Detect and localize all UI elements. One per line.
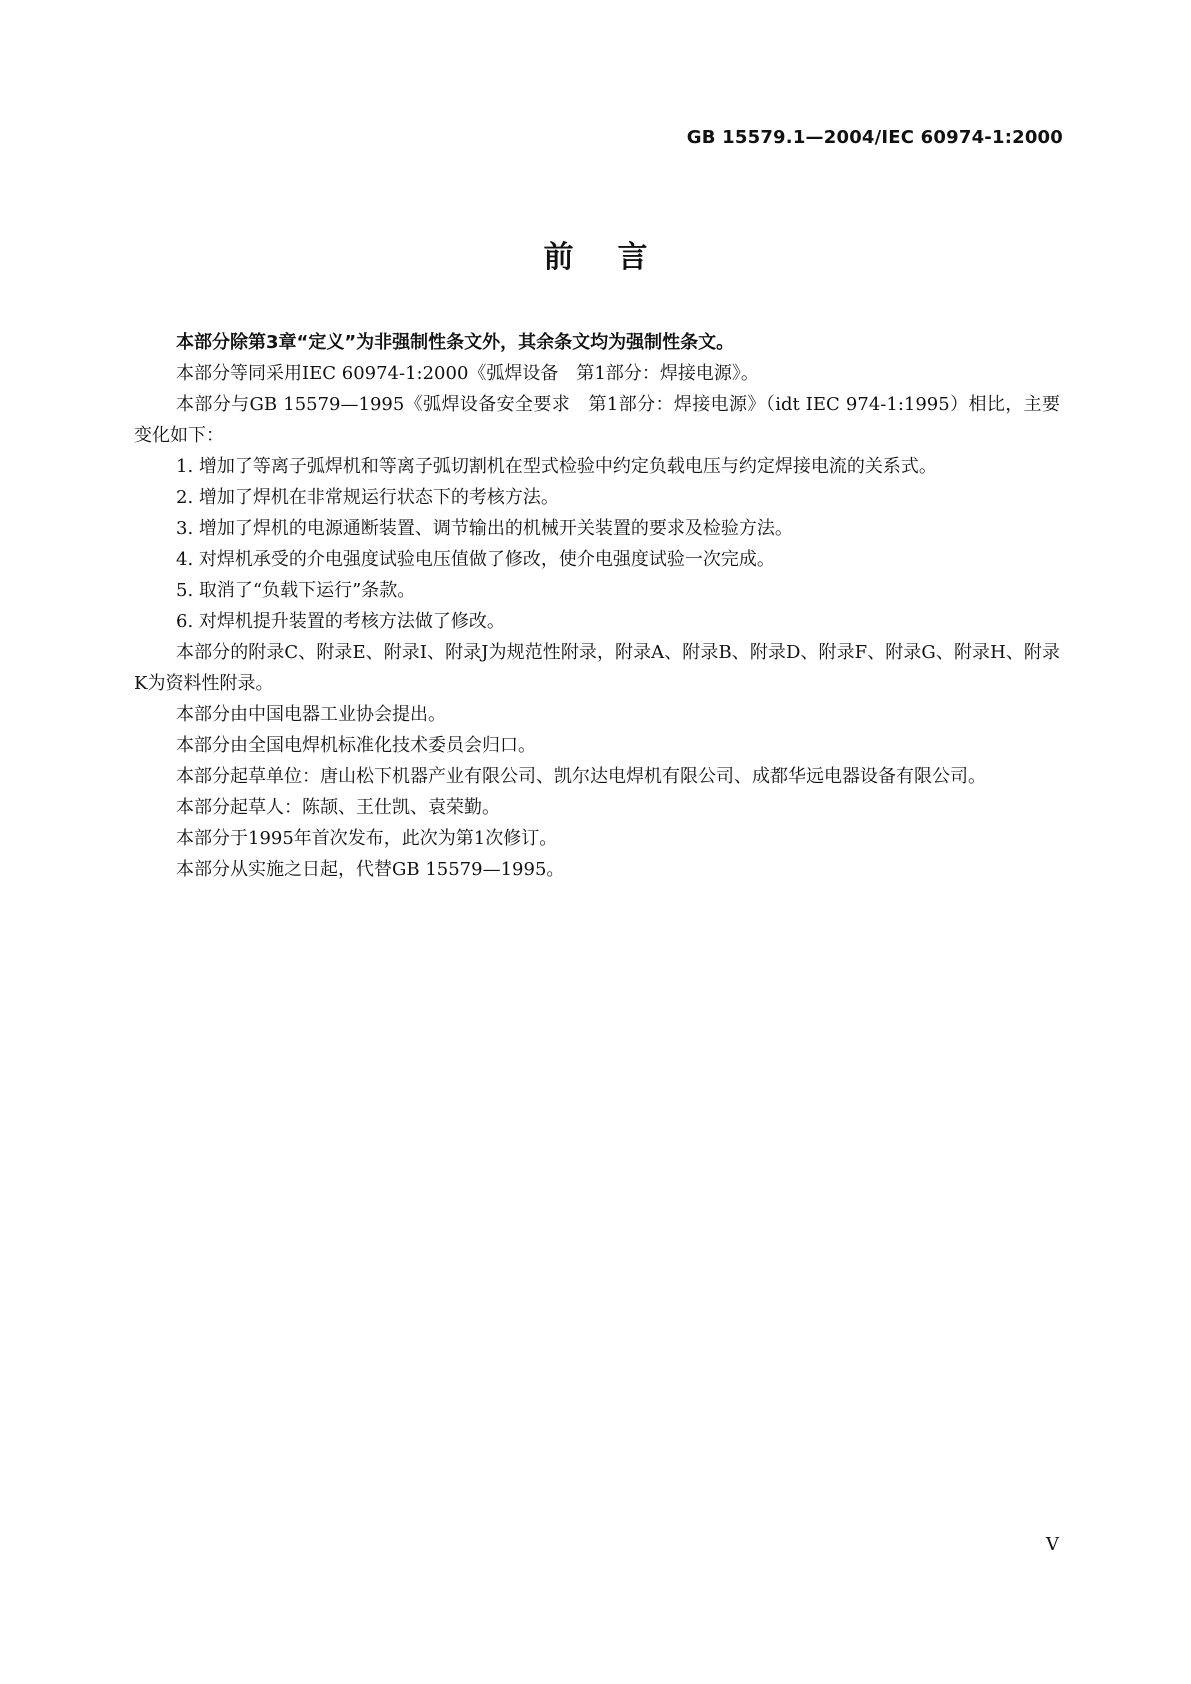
change-item: 2. 增加了焊机在非常规运行状态下的考核方法。 xyxy=(176,487,559,508)
adoption-statement: 本部分等同采用IEC 60974-1:2000《弧焊设备 第1部分：焊接电源》。 xyxy=(176,363,759,384)
drafters-statement: 本部分起草人：陈颉、王仕凯、袁荣勤。 xyxy=(176,797,500,818)
change-item: 5. 取消了“负载下运行”条款。 xyxy=(176,580,416,601)
publication-history-statement: 本部分于1995年首次发布，此次为第1次修订。 xyxy=(176,828,558,849)
comparison-statement: 本部分与GB 15579—1995《弧焊设备安全要求 第1部分：焊接电源》（idt IEC 974-1:1995）相比，主要变化如下： xyxy=(134,394,1060,446)
page-title: 前言 xyxy=(543,240,692,275)
standard-code: GB 15579.1—2004/IEC 60974-1:2000 xyxy=(686,127,1063,148)
page-number: V xyxy=(1046,1534,1059,1555)
committee-statement: 本部分由全国电焊机标准化技术委员会归口。 xyxy=(176,735,536,756)
mandatory-clause-statement: 本部分除第3章“定义”为非强制性条文外，其余条文均为强制性条文。 xyxy=(176,332,735,353)
proposer-statement: 本部分由中国电器工业协会提出。 xyxy=(176,704,446,725)
annex-statement: 本部分的附录C、附录E、附录I、附录J为规范性附录，附录A、附录B、附录D、附录F、附录G、附录H、附录K为资料性附录。 xyxy=(134,642,1060,694)
change-item: 6. 对焊机提升装置的考核方法做了修改。 xyxy=(176,611,505,632)
drafting-units-statement: 本部分起草单位：唐山松下机器产业有限公司、凯尔达电焊机有限公司、成都华远电器设备有限公司。 xyxy=(176,766,986,787)
foreword-body xyxy=(134,327,1060,885)
change-item: 3. 增加了焊机的电源通断装置、调节输出的机械开关装置的要求及检验方法。 xyxy=(176,518,793,539)
change-item: 4. 对焊机承受的介电强度试验电压值做了修改，使介电强度试验一次完成。 xyxy=(176,549,775,570)
change-item: 1. 增加了等离子弧焊机和等离子弧切割机在型式检验中约定负载电压与约定焊接电流的关系式。 xyxy=(176,456,937,477)
replacement-statement: 本部分从实施之日起，代替GB 15579—1995。 xyxy=(176,859,565,880)
